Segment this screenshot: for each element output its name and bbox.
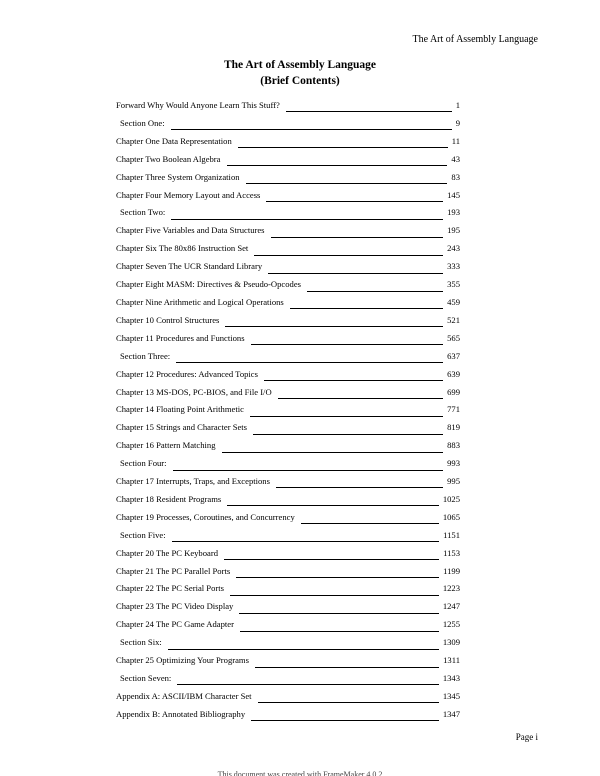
- toc-entry[interactable]: [116, 619, 460, 637]
- toc-leader-line: [255, 667, 439, 668]
- toc-entry-page: 1345: [442, 690, 460, 701]
- toc-entry-page: 355: [447, 279, 460, 290]
- toc-entry-label: Chapter 18 Resident Programs: [116, 493, 222, 504]
- toc-leader-line: [258, 702, 439, 703]
- toc-entry-page: 819: [447, 422, 460, 433]
- toc-leader-line: [271, 237, 444, 238]
- toc-entry[interactable]: [116, 655, 460, 673]
- toc-entry-label: Chapter 15 Strings and Character Sets: [116, 422, 248, 433]
- toc-entry-page: 1065: [442, 511, 460, 522]
- toc-entry-label: Appendix B: Annotated Bibliography: [116, 708, 246, 719]
- toc-entry-label: Section Five:: [120, 529, 166, 540]
- toc-entry-page: 1199: [443, 565, 460, 576]
- toc-leader-line: [173, 470, 444, 471]
- toc-entry[interactable]: [116, 512, 460, 530]
- toc-leader-line: [172, 541, 440, 542]
- toc-entry[interactable]: [116, 387, 460, 405]
- toc-entry-label: Appendix A: ASCII/IBM Character Set: [116, 690, 252, 701]
- running-header: The Art of Assembly Language: [412, 34, 538, 45]
- toc-leader-line: [264, 380, 443, 381]
- toc-entry-label: Chapter 13 MS-DOS, PC-BIOS, and File I/O: [116, 386, 272, 397]
- toc-entry-label: Chapter Six The 80x86 Instruction Set: [116, 243, 249, 254]
- toc-entry[interactable]: [116, 333, 460, 351]
- toc-section-entry[interactable]: [116, 118, 460, 136]
- toc-entry[interactable]: [116, 315, 460, 333]
- toc-entry[interactable]: [116, 476, 460, 494]
- toc-entry-label: Section Two:: [120, 207, 166, 218]
- toc-entry-page: 333: [447, 261, 460, 272]
- toc-entry[interactable]: [116, 404, 460, 422]
- toc-entry-page: 459: [447, 296, 460, 307]
- toc-entry-label: Chapter 19 Processes, Coroutines, and Concurrency: [116, 511, 295, 522]
- toc-entry[interactable]: [116, 709, 460, 727]
- toc-leader-line: [251, 720, 439, 721]
- toc-leader-line: [227, 505, 439, 506]
- toc-section-entry[interactable]: [116, 351, 460, 369]
- toc-entry-label: Chapter 24 The PC Game Adapter: [116, 619, 234, 630]
- toc-entry-label: Forward Why Would Anyone Learn This Stuff?: [116, 100, 280, 110]
- toc-entry-page: 243: [447, 243, 460, 254]
- document-subtitle: (Brief Contents): [260, 75, 340, 87]
- toc-entry[interactable]: [116, 261, 460, 279]
- toc-leader-line: [286, 111, 452, 112]
- toc-entry-label: Chapter Seven The UCR Standard Library: [116, 261, 263, 272]
- toc-leader-line: [276, 487, 443, 488]
- toc-entry[interactable]: [116, 566, 460, 584]
- toc-section-entry[interactable]: [116, 637, 460, 655]
- toc-leader-line: [307, 291, 443, 292]
- toc-leader-line: [254, 255, 443, 256]
- toc-entry-label: Chapter 14 Floating Point Arithmetic: [116, 404, 244, 415]
- toc-entry[interactable]: [116, 154, 460, 172]
- toc-leader-line: [240, 631, 439, 632]
- title-block: [0, 57, 600, 89]
- toc-entry-page: 1153: [443, 547, 460, 558]
- toc-entry-label: Chapter 12 Procedures: Advanced Topics: [116, 368, 258, 379]
- toc-leader-line: [225, 326, 443, 327]
- toc-entry[interactable]: [116, 243, 460, 261]
- toc-entry[interactable]: [116, 297, 460, 315]
- toc-section-entry[interactable]: [116, 530, 460, 548]
- toc-entry-page: 1247: [442, 601, 460, 612]
- toc-leader-line: [236, 577, 439, 578]
- toc-entry-label: Chapter 22 The PC Serial Ports: [116, 583, 224, 594]
- toc-entry-label: Chapter 17 Interrupts, Traps, and Exceptions: [116, 476, 270, 487]
- toc-entry-page: 993: [447, 458, 460, 469]
- toc-entry-page: 145: [447, 189, 460, 200]
- toc-leader-line: [250, 416, 443, 417]
- toc-entry-page: 883: [447, 440, 460, 451]
- toc-leader-line: [301, 523, 439, 524]
- toc-entry-label: Chapter Three System Organization: [116, 171, 240, 182]
- toc-entry-label: Chapter Four Memory Layout and Access: [116, 189, 261, 200]
- toc-entry-page: 1347: [442, 708, 460, 719]
- toc-entry-label: Section One:: [120, 117, 165, 128]
- toc-leader-line: [224, 559, 439, 560]
- toc-entry[interactable]: [116, 369, 460, 387]
- toc-entry-page: 83: [451, 171, 460, 182]
- toc-entry[interactable]: [116, 136, 460, 154]
- toc-entry-label: Section Seven:: [120, 673, 172, 683]
- toc-leader-line: [266, 201, 443, 202]
- toc-entry-label: Chapter 23 The PC Video Display: [116, 601, 234, 612]
- toc-entry-page: 1025: [442, 493, 460, 504]
- toc-entry[interactable]: [116, 422, 460, 440]
- toc-entry-page: 43: [451, 153, 460, 164]
- toc-entry-label: Section Three:: [120, 350, 171, 361]
- toc-entry-label: Section Four:: [120, 458, 167, 469]
- toc-leader-line: [168, 649, 439, 650]
- toc-leader-line: [268, 273, 443, 274]
- footer-note: This document was created with FrameMaker 4.0.2: [217, 770, 383, 776]
- toc-leader-line: [171, 219, 443, 220]
- toc-leader-line: [176, 362, 443, 363]
- toc-entry[interactable]: [116, 190, 460, 208]
- toc-entry-page: 521: [447, 314, 460, 325]
- toc-entry-page: 195: [447, 225, 460, 236]
- toc-leader-line: [230, 595, 439, 596]
- toc-entry-label: Chapter 21 The PC Parallel Ports: [116, 565, 231, 576]
- toc-entry-label: Chapter 20 The PC Keyboard: [116, 547, 218, 558]
- toc-entry[interactable]: [116, 279, 460, 297]
- toc-entry-page: 699: [447, 386, 460, 397]
- toc-entry-page: 639: [447, 368, 460, 379]
- toc-leader-line: [239, 613, 438, 614]
- toc-entry-label: Chapter Nine Arithmetic and Logical Operations: [116, 296, 284, 307]
- toc-entry-page: 1309: [442, 637, 460, 648]
- toc-leader-line: [278, 398, 443, 399]
- toc-entry[interactable]: [116, 691, 460, 709]
- toc-leader-line: [171, 129, 452, 130]
- toc-entry-label: Chapter 25 Optimizing Your Programs: [116, 655, 249, 666]
- toc-entry-label: Chapter One Data Representation: [116, 135, 232, 146]
- toc-leader-line: [177, 684, 438, 685]
- toc-entry-page: 9: [455, 117, 460, 128]
- toc-entry-label: Chapter 11 Procedures and Functions: [116, 332, 245, 343]
- toc-entry-page: 1255: [442, 619, 460, 630]
- toc-leader-line: [290, 308, 443, 309]
- toc-entry-page: 193: [447, 207, 460, 218]
- toc-entry-label: Chapter 16 Pattern Matching: [116, 440, 216, 451]
- page-number: Page i: [515, 732, 538, 742]
- toc-entry-label: Chapter 10 Control Structures: [116, 314, 220, 325]
- toc-entry-page: 637: [447, 350, 460, 361]
- toc-entry-page: 1151: [443, 529, 460, 540]
- toc-entry-page: 1343: [442, 673, 460, 683]
- toc-section-entry[interactable]: [116, 207, 460, 225]
- toc-leader-line: [227, 165, 448, 166]
- toc-leader-line: [238, 147, 448, 148]
- toc-section-entry[interactable]: [116, 673, 460, 691]
- toc-entry-page: 565: [447, 332, 460, 343]
- toc-leader-line: [251, 344, 444, 345]
- toc-entry[interactable]: [116, 172, 460, 190]
- toc-entry-page: 1223: [442, 583, 460, 594]
- toc-entry-page: 995: [447, 476, 460, 487]
- table-of-contents: [116, 100, 460, 727]
- toc-entry[interactable]: [116, 601, 460, 619]
- toc-section-entry[interactable]: [116, 458, 460, 476]
- toc-entry[interactable]: [116, 583, 460, 601]
- toc-entry-label: Chapter Two Boolean Algebra: [116, 153, 221, 164]
- toc-leader-line: [253, 434, 443, 435]
- toc-leader-line: [222, 452, 444, 453]
- toc-entry-label: Chapter Five Variables and Data Structures: [116, 225, 265, 236]
- toc-entry[interactable]: [116, 440, 460, 458]
- toc-entry[interactable]: [116, 100, 460, 118]
- toc-entry[interactable]: [116, 548, 460, 566]
- document-title: The Art of Assembly Language: [223, 59, 377, 71]
- toc-leader-line: [246, 183, 448, 184]
- toc-entry-page: 1: [455, 100, 460, 110]
- toc-entry-page: 771: [447, 404, 460, 415]
- toc-entry-label: Chapter Eight MASM: Directives & Pseudo-Opcodes: [116, 279, 301, 290]
- toc-entry-page: 11: [451, 135, 460, 146]
- toc-entry[interactable]: [116, 225, 460, 243]
- toc-entry-page: 1311: [443, 655, 460, 666]
- toc-entry[interactable]: [116, 494, 460, 512]
- toc-entry-label: Section Six:: [120, 637, 162, 648]
